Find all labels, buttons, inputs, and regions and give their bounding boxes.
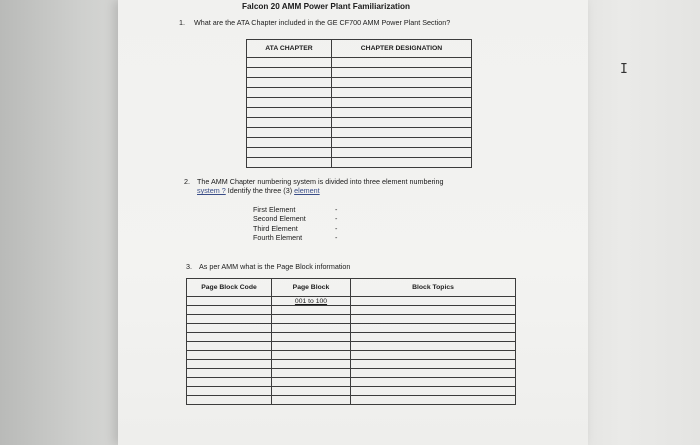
table-cell[interactable] [332, 158, 472, 168]
first-element-label: First Element [253, 205, 296, 214]
table-cell[interactable] [351, 360, 516, 369]
worksheet-title: Falcon 20 AMM Power Plant Familiarization [242, 2, 411, 11]
table-row [247, 78, 472, 88]
table-cell[interactable] [272, 360, 351, 369]
table-cell[interactable] [332, 118, 472, 128]
table-cell[interactable] [351, 342, 516, 351]
table-cell[interactable] [272, 378, 351, 387]
table-cell[interactable] [247, 68, 332, 78]
table-row [187, 360, 516, 369]
third-element-dash: - [335, 224, 338, 233]
table-cell[interactable] [272, 351, 351, 360]
table-cell[interactable] [351, 333, 516, 342]
question-2-number: 2. [184, 177, 190, 186]
table-cell[interactable] [272, 396, 351, 405]
question-2-text-middle: Identify the three (3) [225, 186, 295, 195]
ata-chapter-header: ATA CHAPTER [247, 40, 332, 58]
table-cell[interactable] [247, 108, 332, 118]
page-block-code-header: Page Block Code [187, 279, 272, 297]
question-3-text: As per AMM what is the Page Block information [199, 262, 351, 271]
table-cell[interactable] [247, 58, 332, 68]
table-cell[interactable] [247, 88, 332, 98]
page-block-range-cell[interactable]: 001 to 100 [272, 297, 351, 306]
table-cell[interactable] [272, 369, 351, 378]
table-cell[interactable] [247, 148, 332, 158]
table-cell[interactable] [351, 387, 516, 396]
table-cell[interactable] [332, 148, 472, 158]
table-row [187, 396, 516, 405]
fourth-element-label: Fourth Element [253, 233, 303, 242]
table-cell[interactable] [187, 315, 272, 324]
table-cell[interactable] [351, 351, 516, 360]
table-cell[interactable] [351, 315, 516, 324]
table-cell[interactable] [247, 128, 332, 138]
table-cell[interactable] [332, 58, 472, 68]
table-cell[interactable] [351, 324, 516, 333]
table-cell[interactable] [351, 306, 516, 315]
table-cell[interactable] [272, 315, 351, 324]
table-row [247, 98, 472, 108]
table-cell[interactable] [187, 324, 272, 333]
first-element-dash: - [335, 205, 338, 214]
table-cell[interactable] [247, 78, 332, 88]
table-cell[interactable] [187, 333, 272, 342]
question-1-number: 1. [179, 18, 185, 27]
table-row [187, 324, 516, 333]
table-cell[interactable] [332, 138, 472, 148]
text-cursor-icon: I [620, 62, 628, 77]
table-row [247, 148, 472, 158]
table-cell[interactable] [332, 98, 472, 108]
question-3-number: 3. [186, 262, 192, 271]
table-cell[interactable] [272, 324, 351, 333]
table-cell[interactable] [332, 88, 472, 98]
table-cell[interactable] [351, 396, 516, 405]
table-cell[interactable] [351, 297, 516, 306]
system-link[interactable]: system ? [197, 186, 226, 195]
table-row [247, 158, 472, 168]
ata-chapter-table [246, 39, 472, 168]
table-cell[interactable] [187, 387, 272, 396]
table-row [247, 118, 472, 128]
table-cell[interactable] [247, 158, 332, 168]
question-2-text-line2 [197, 187, 320, 194]
table-row [187, 369, 516, 378]
table-cell[interactable] [272, 342, 351, 351]
table-cell[interactable] [351, 378, 516, 387]
table-row [247, 108, 472, 118]
table-cell[interactable] [332, 68, 472, 78]
table-row [247, 58, 472, 68]
table-cell[interactable] [187, 396, 272, 405]
table-row [187, 297, 516, 306]
question-1-text: What are the ATA Chapter included in the GE CF700 AMM Power Plant Section? [194, 18, 451, 27]
table-cell[interactable] [272, 306, 351, 315]
table-row [187, 306, 516, 315]
table-cell[interactable] [187, 342, 272, 351]
table-cell[interactable] [351, 369, 516, 378]
table-row [187, 387, 516, 396]
table-cell[interactable] [272, 333, 351, 342]
table-row [247, 68, 472, 78]
page-block-table [186, 278, 516, 405]
table-cell[interactable] [247, 118, 332, 128]
question-2-text: The AMM Chapter numbering system is divided into three element numbering [197, 177, 444, 186]
chapter-designation-header: CHAPTER DESIGNATION [332, 40, 472, 58]
table-cell[interactable] [187, 378, 272, 387]
third-element-label: Third Element [253, 224, 298, 233]
table-row [247, 128, 472, 138]
table-row [247, 138, 472, 148]
table-cell[interactable] [187, 369, 272, 378]
table-cell[interactable] [332, 128, 472, 138]
table-row [187, 333, 516, 342]
table-row [187, 315, 516, 324]
fourth-element-dash: - [335, 233, 338, 242]
table-cell[interactable] [187, 297, 272, 306]
block-topics-header: Block Topics [351, 279, 516, 297]
second-element-dash: - [335, 214, 338, 223]
page-block-header: Page Block [272, 279, 351, 297]
table-cell[interactable] [187, 351, 272, 360]
table-row [187, 351, 516, 360]
table-row [187, 378, 516, 387]
second-element-label: Second Element [253, 214, 306, 223]
table-row [247, 88, 472, 98]
element-link[interactable]: element [294, 186, 320, 195]
table-row [187, 342, 516, 351]
table-cell[interactable] [187, 360, 272, 369]
table-cell[interactable] [332, 108, 472, 118]
table-cell[interactable] [187, 306, 272, 315]
table-cell[interactable] [332, 78, 472, 88]
table-cell[interactable] [272, 387, 351, 396]
background-right [570, 0, 700, 445]
table-cell[interactable] [247, 138, 332, 148]
table-cell[interactable] [247, 98, 332, 108]
